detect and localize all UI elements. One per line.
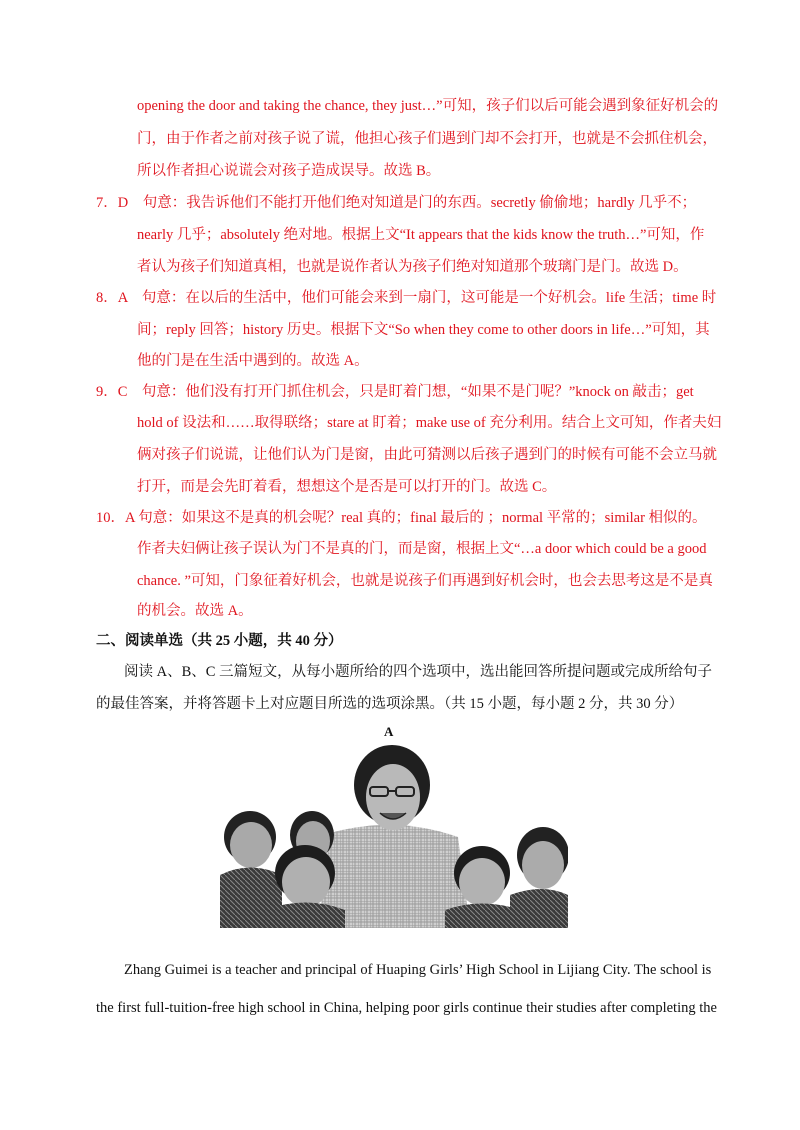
answer-7-line-2: nearly 几乎；absolutely 绝对地。根据上文“It appears that the kids know the truth…”可知，作 — [137, 227, 705, 243]
answer-8-line-2: 间；reply 回答；history 历史。根据下文“So when they come to other doors in life…”可知，其 — [137, 322, 710, 338]
section-heading: 二、阅读单选（共 25 小题，共 40 分） — [96, 633, 343, 649]
answer-9-line-1: 9．C 句意：他们没有打开门抓住机会，只是盯着门想，“如果不是门呢？”knock on 敲击；get — [96, 384, 694, 400]
instructions-line-1: 阅读 A、B、C 三篇短文，从每小题所给的四个选项中，选出能回答所提问题或完成所给句子 — [124, 664, 713, 680]
answer-7-line-1: 7．D 句意：我告诉他们不能打开他们绝对知道是门的东西。secretly 偷偷地；hardly 几乎不； — [96, 195, 697, 211]
answer-6-line-2: 门，由于作者之前对孩子说了谎，他担心孩子们遇到门却不会打开，也就是不会抓住机会， — [137, 131, 717, 147]
answer-10-line-4: 的机会。故选 A。 — [137, 603, 253, 619]
answer-7-line-3: 者认为孩子们知道真相，也就是说作者认为孩子们绝对知道那个玻璃门是门。故选 D。 — [137, 259, 688, 275]
answer-8-line-3: 他的门是在生活中遇到的。故选 A。 — [137, 353, 369, 369]
passage-line-2: the first full-tuition-free high school in China, helping poor girls continue their studies after completing the — [96, 1000, 717, 1016]
answer-9-line-3: 俩对孩子们说谎，让他们认为门是窗，由此可猜测以后孩子遇到门的时候有可能不会立马就 — [137, 447, 717, 463]
answer-6-line-1: opening the door and taking the chance, they just…”可知，孩子们以后可能会遇到象征好机会的 — [137, 98, 719, 114]
answer-6-line-3: 所以作者担心说谎会对孩子造成误导。故选 B。 — [137, 163, 441, 179]
answer-9-line-4: 打开，而是会先盯着看，想想这个是否是可以打开的门。故选 C。 — [137, 479, 557, 495]
passage-line-1: Zhang Guimei is a teacher and principal of Huaping Girls’ High School in Lijiang City. The school is — [124, 962, 712, 978]
answer-8-line-1: 8．A 句意：在以后的生活中，他们可能会来到一扇门，这可能是一个好机会。life 生活；time 时 — [96, 290, 717, 306]
answer-9-line-2: hold of 设法和……取得联络；stare at 盯着；make use of 充分利用。结合上文可知，作者夫妇 — [137, 415, 722, 431]
instructions-line-2: 的最佳答案，并将答题卡上对应题目所选的选项涂黑。（共 15 小题，每小题 2 分，共 30 分） — [96, 696, 684, 712]
answer-10-line-1: 10．A 句意：如果这不是真的机会呢？real 真的；final 最后的 ；normal 平常的；similar 相似的。 — [96, 510, 707, 526]
passage-label: A — [384, 724, 394, 739]
answer-10-line-3: chance. ”可知，门象征着好机会，也就是说孩子们再遇到好机会时，也会去思考这是不是真 — [137, 573, 713, 589]
teacher-students-photo — [220, 745, 568, 928]
answer-10-line-2: 作者夫妇俩让孩子误认为门不是真的门，而是窗，根据上文“…a door which could be a good — [137, 541, 707, 557]
